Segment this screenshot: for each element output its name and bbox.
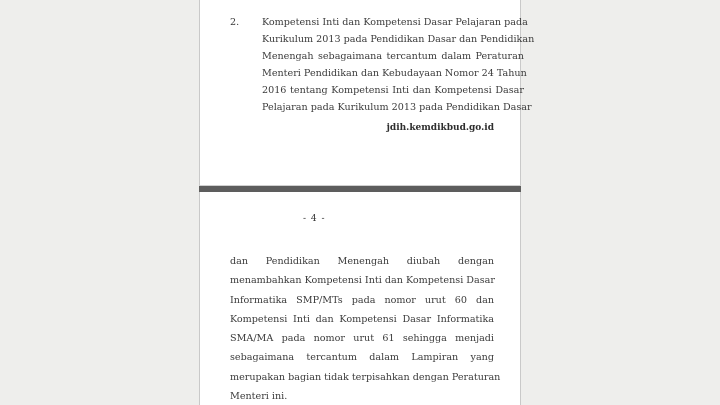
text-line: SMA/MA pada nomor urut 61 sehingga menjadi	[230, 333, 494, 345]
text-line: Menteri ini.	[230, 391, 288, 403]
text-line: Pelajaran pada Kurikulum 2013 pada Pendidikan Dasar	[262, 102, 532, 113]
text-line: Menteri Pendidikan dan Kebudayaan Nomor 24 Tahun	[262, 68, 527, 79]
page-number: - 4 -	[303, 214, 326, 224]
text-line: Kurikulum 2013 pada Pendidikan Dasar dan Pendidikan	[262, 34, 535, 45]
text-line: Kompetensi Inti dan Kompetensi Dasar Pelajaran pada	[262, 17, 528, 28]
text-line: Menengah sebagaimana tercantum dalam Peraturan	[262, 51, 524, 62]
text-line: sebagaimana tercantum dalam Lampiran yang	[230, 352, 494, 364]
text-line: menambahkan Kompetensi Inti dan Kompetensi Dasar	[230, 275, 495, 287]
document-page-bottom	[199, 192, 521, 405]
item-number: 2.	[230, 17, 240, 28]
item-text	[262, 14, 535, 116]
text-line: 2016 tentang Kompetensi Inti dan Kompetensi Dasar	[262, 85, 524, 96]
text-line: Kompetensi Inti dan Kompetensi Dasar Informatika	[230, 313, 494, 325]
document-page-top	[199, 0, 535, 186]
text-line: dan Pendidikan Menengah diubah dengan	[230, 256, 494, 267]
source-watermark: jdih.kemdikbud.go.id	[386, 123, 494, 133]
text-line: Informatika SMP/MTs pada nomor urut 60 dan	[230, 294, 494, 306]
paragraph	[230, 252, 501, 405]
text-line: merupakan bagian tidak terpisahkan dengan Peraturan	[230, 371, 501, 383]
